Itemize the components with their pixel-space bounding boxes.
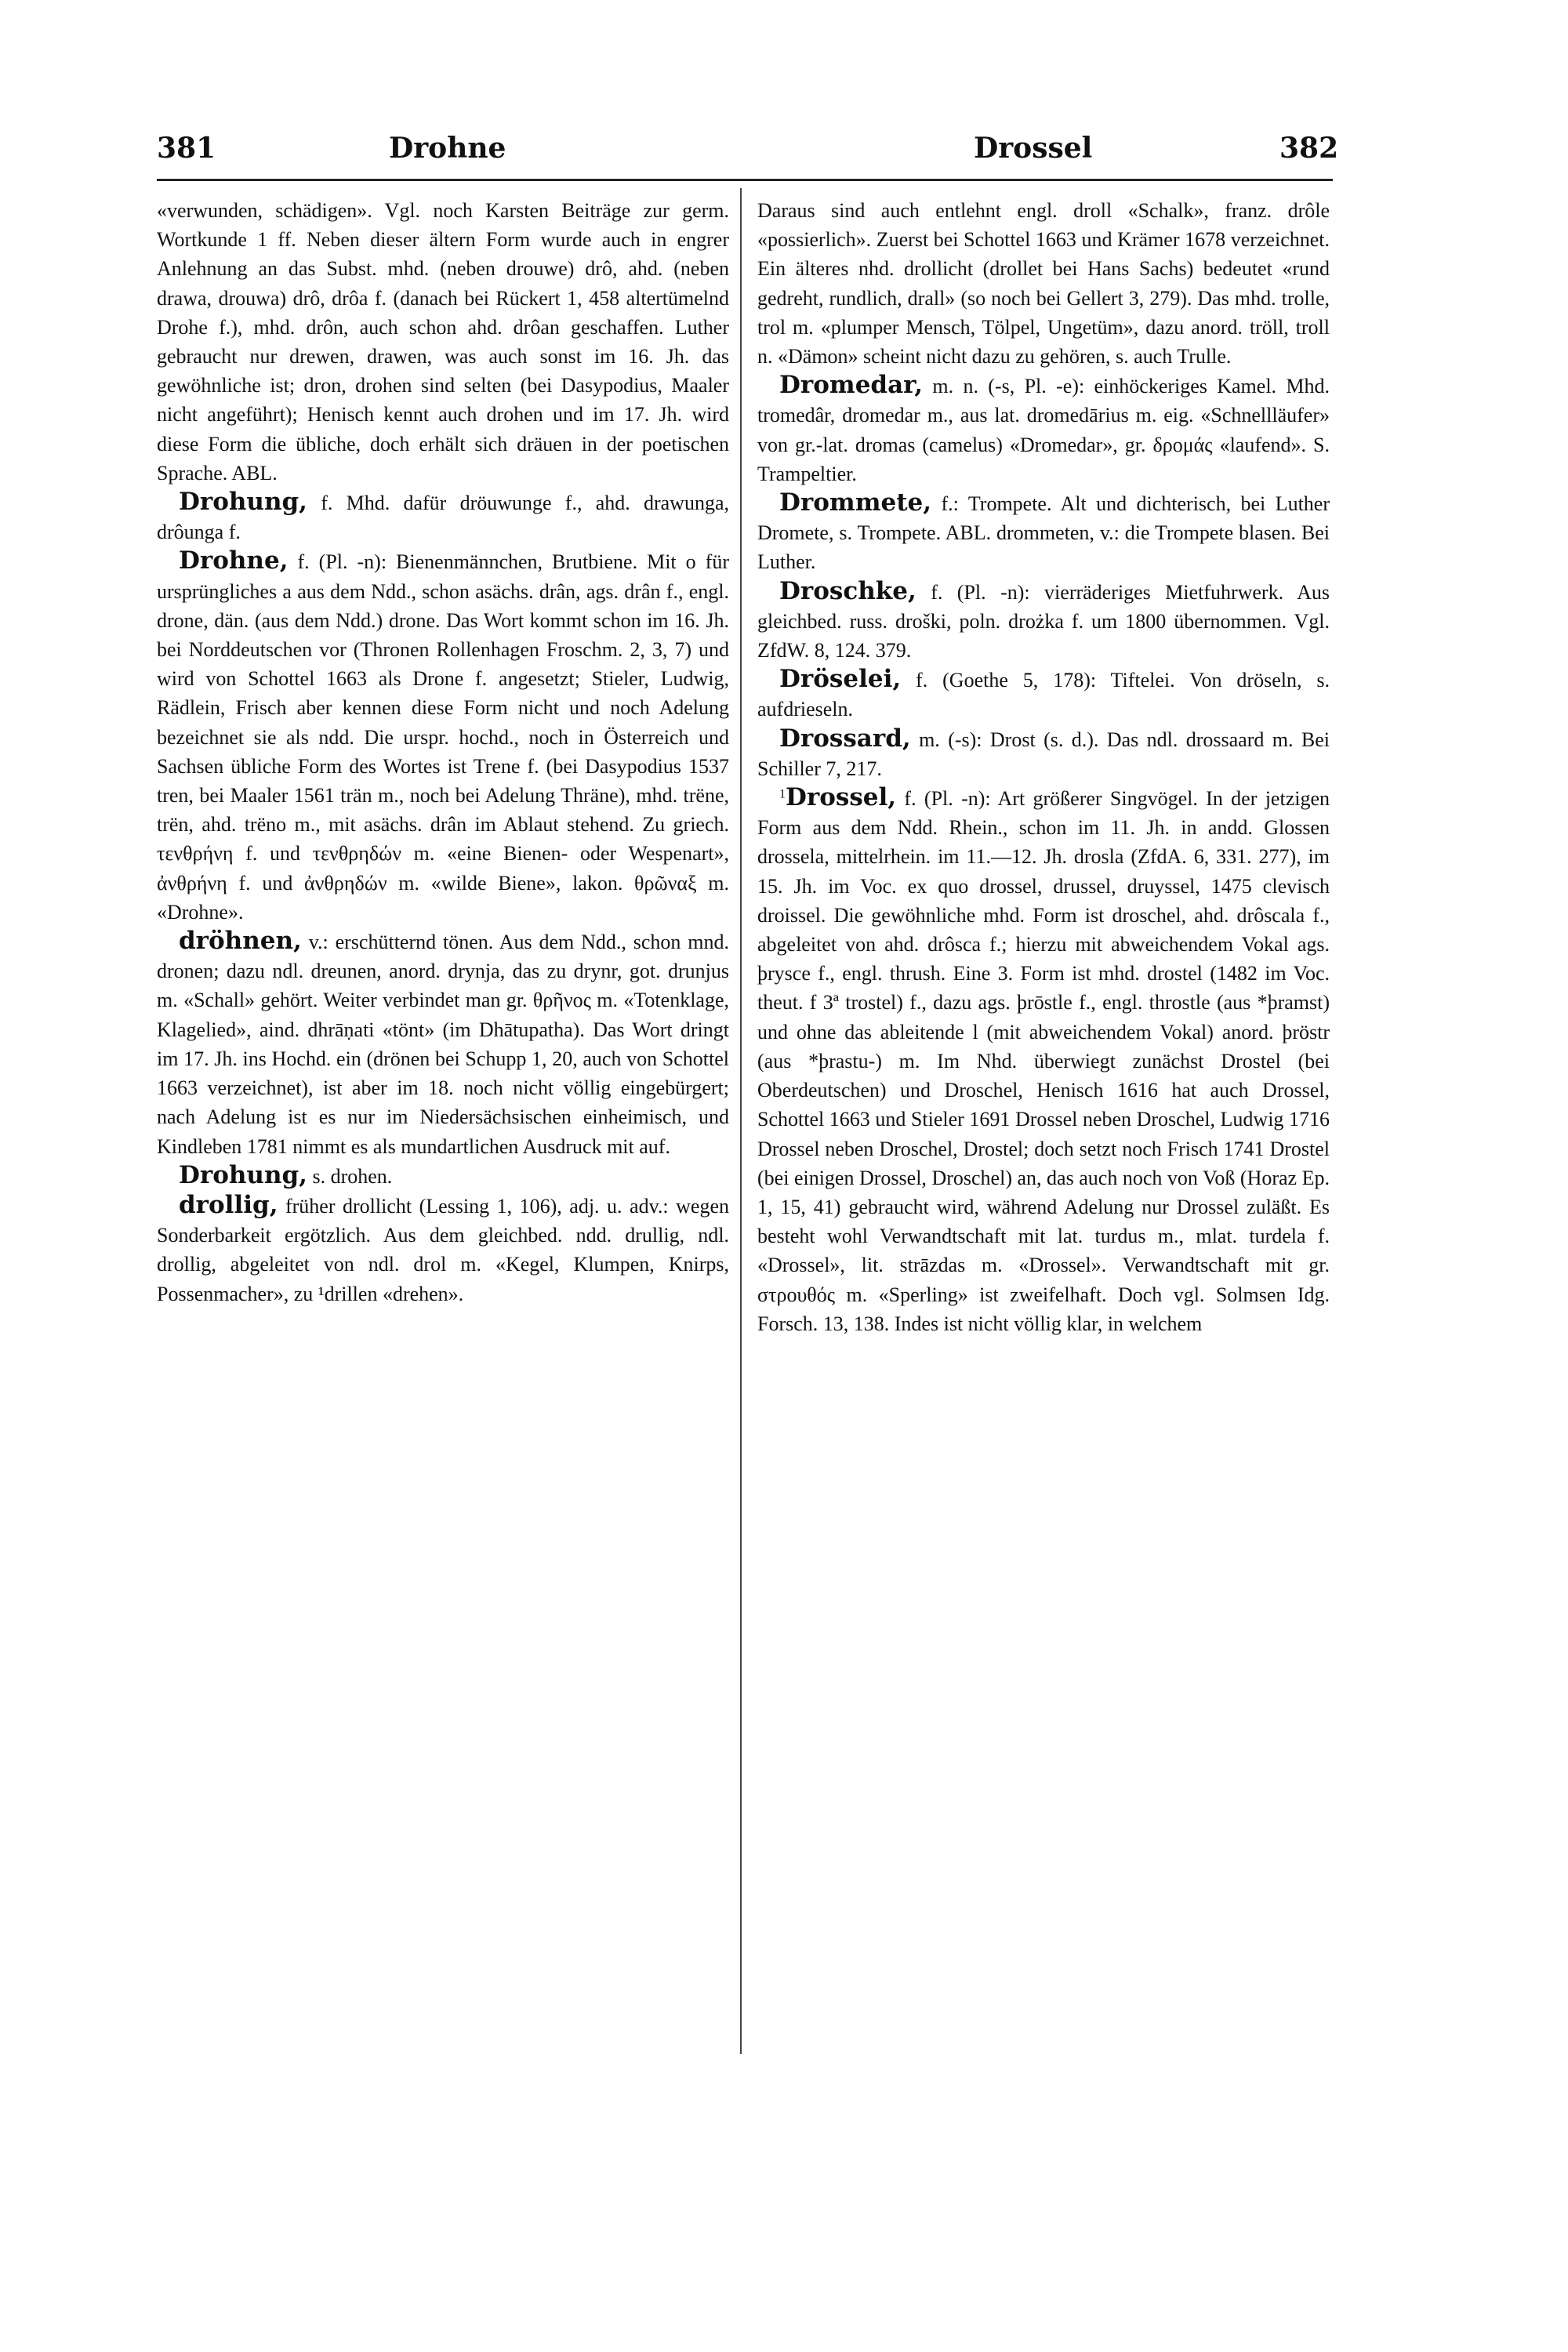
headword: Droschke, <box>779 576 916 605</box>
entry-drommete <box>757 488 1330 577</box>
headword: Drossel, <box>786 783 897 812</box>
entry-drossel <box>757 783 1330 1338</box>
entry-text: f.: Trompete. Alt und dichterisch, bei Luther Dromete, s. Trompete. ABL. drommeten, v.: die Trompete blasen. Bei Luther. <box>757 492 1330 574</box>
entry-text: s. drohen. <box>307 1164 393 1188</box>
entry-text: f. (Pl. -n): Bienenmännchen, Brutbiene. Mit o für ursprüngliches a aus dem Ndd., schon asächs. drân, ags. drân f., engl. drone, dän. (aus dem Ndd.) drone. Das Wort kommt schon im 16. Jh. bei Norddeutschen vor (Thronen Rollenhagen Froschm. 2, 3, 7) und wird von Schottel 1663 als Drone f. angesetzt; Stieler, Ludwig, Rädlein, Frisch aber kennen diese Form nicht und noch Adelung bezeichnet sie als ndd. Die urspr. hochd., noch in Österreich und Sachsen übliche Form des Wortes ist Trene f. (bei Dasypodius 1537 tren, bei Maaler 1561 trän m., noch bei Adelung Thräne), mhd. trëne, trën, ahd. trëno m., mit asächs. drân im Ablaut stehend. Zu griech. τενθρήνη f. und τενθρηδών m. «eine Bienen- oder Wespenart», ἀνθρήνη f. und ἀνθρηδών m. «wilde Biene», lakon. θρῶναξ m. «Drohne». <box>157 550 729 924</box>
entry-text: f. Mhd. dafür dröuwunge f., ahd. drawunga, drôunga f. <box>157 492 729 544</box>
entry-drossard <box>757 724 1330 783</box>
headword: Drohne, <box>179 546 289 575</box>
right-page-number: 382 <box>1279 132 1339 165</box>
left-running-headword: Drohne <box>389 132 506 165</box>
entry-text: f. (Pl. -n): Art größerer Singvögel. In der jetzigen Form aus dem Ndd. Rhein., schon im 11. Jh. in andd. Glossen drossela, mittelrhein. im 11.—12. Jh. drosla (ZfdA. 6, 331. 277), im 15. Jh. im Voc. ex quo drossel, drussel, druyssel, 1475 clevisch droissel. Die gewöhnliche mhd. Form ist droschel, ahd. drôscala f., abgeleitet von ahd. drôsca f.; hierzu mit abweichendem Vokal ags. þrysce f., engl. thrush. Eine 3. Form ist mhd. drostel (1482 im Voc. theut. f 3ª trostel) f., dazu ags. þrōstle f., engl. throstle (aus *þramst) und ohne das ableitende l (mit abweichendem Vokal) anord. þröstr (aus *þrastu-) m. Im Nhd. überwiegt zunächst Drostel (bei Oberdeutschen) und Droschel, Henisch 1616 hat auch Drossel, Schottel 1663 und Stieler 1691 Drossel neben Droschel, Ludwig 1716 Drossel neben Droschel, Drostel; doch setzt noch Frisch 1741 Drostel (bei einigen Drossel, Droschel) an, das auch noch von Voß (Horaz Ep. 1, 15, 41) gebraucht wird, während Adelung nur Drossel zuläßt. Es besteht wohl Verwandtschaft mit lat. turdus m., mlat. turdela f. «Drossel», lit. strāzdas m. «Drossel». Verwandtschaft mit gr. στρουθός m. «Sperling» ist zweifelhaft. Doch vgl. Solmsen Idg. Forsch. 13, 138. Indes ist nicht völlig klar, in welchem <box>757 787 1330 1335</box>
homograph-number: 1 <box>779 787 786 801</box>
headword: Dromedar, <box>779 371 924 400</box>
left-column <box>157 196 729 1308</box>
header-rule <box>157 179 1333 181</box>
entry-continuation: «verwunden, schädigen». Vgl. noch Karsten Beiträge zur germ. Wortkunde 1 ff. Neben dieser ältern Form wurde auch in engrer Anlehnung an das Subst. mhd. (neben drouwe) drô, ahd. (neben drawa, drouwa) drô, drôa f. (danach bei Rückert 1, 458 altertümelnd Drohe f.), mhd. drôn, auch schon ahd. drôan geschaffen. Luther gebraucht nur drewen, drawen, was auch sonst im 16. Jh. das gewöhnliche ist; dron, drohen sind selten (bei Dasypodius, Maaler nicht angeführt); Henisch kennt auch drohen und im 17. Jh. wird diese Form die übliche, doch erhält sich dräuen in der poetischen Sprache. ABL. <box>157 199 729 485</box>
entry-drohung <box>157 488 729 546</box>
entry-text: v.: erschütternd tönen. Aus dem Ndd., schon mnd. dronen; dazu ndl. dreunen, anord. drynja, das zu drynr, got. drunjus m. «Schall» gehört. Weiter verbindet man gr. θρῆνος m. «Totenklage, Klagelied», aind. dhrāṇati «tönt» (im Dhātupatha). Das Wort dringt im 17. Jh. ins Hochd. ein (drönen bei Schupp 1, 20, auch von Schottel 1663 verzeichnet), ist aber im 18. noch nicht völlig eingebürgert; nach Adelung ist es nur im Niedersächsischen einheimisch, und Kindleben 1781 nimmt es als mundartlichen Ausdruck mit auf. <box>157 931 729 1158</box>
left-page-number: 381 <box>157 132 216 165</box>
right-running-headword: Drossel <box>974 132 1093 165</box>
running-head <box>157 132 1339 176</box>
entry-drohung-ref <box>157 1161 729 1191</box>
entry-text: f. (Goethe 5, 178): Tiftelei. Von dröseln, s. aufdrieseln. <box>757 669 1330 721</box>
entry-text: f. (Pl. -n): vierräderiges Mietfuhrwerk. Aus gleichbed. russ. droški, poln. drożka f. um 1800 übernommen. Vgl. ZfdW. 8, 124. 379. <box>757 580 1330 662</box>
column-divider <box>740 188 742 2054</box>
headword: Drommete, <box>779 488 932 517</box>
entry-text: m. n. (-s, Pl. -e): einhöckeriges Kamel. Mhd. tromedâr, dromedar m., aus lat. dromedārius m. eig. «Schnellläufer» von gr.-lat. dromas (camelus) «Dromedar», gr. δρομάς «laufend». S. Trampeltier. <box>757 375 1330 485</box>
headword: Drohung, <box>179 488 307 517</box>
entry-text: früher drollicht (Lessing 1, 106), adj. u. adv.: wegen Sonderbarkeit ergötzlich. Aus dem gleichbed. ndd. drullig, ndl. drollig, abgeleitet von ndl. drol m. «Kegel, Klumpen, Knirps, Possenmacher», zu ¹drillen «drehen». <box>157 1194 729 1305</box>
entry-drollig <box>157 1191 729 1308</box>
entry-droschke <box>757 577 1330 666</box>
headword: Dröselei, <box>779 665 902 694</box>
entry-drohne <box>157 546 729 927</box>
entry-dromedar <box>757 371 1330 488</box>
entry-droeselei <box>757 665 1330 724</box>
entry-droehnen <box>157 927 729 1161</box>
headword: Drohung, <box>179 1160 307 1189</box>
headword: drollig, <box>179 1190 278 1219</box>
right-column <box>757 196 1330 1338</box>
headword: Drossard, <box>779 724 911 753</box>
headword: dröhnen, <box>179 927 302 956</box>
entry-text: m. (-s): Drost (s. d.). Das ndl. drossaard m. Bei Schiller 7, 217. <box>757 728 1330 780</box>
entry-continuation: Daraus sind auch entlehnt engl. droll «Schalk», franz. drôle «possierlich». Zuerst bei Schottel 1663 und Krämer 1678 verzeichnet. Ein älteres nhd. drollicht (drollet bei Hans Sachs) bedeutet «rund gedreht, rundlich, drall» (so noch bei Gellert 3, 279). Das mhd. trolle, trol m. «plumper Mensch, Tölpel, Ungetüm», dazu anord. tröll, troll n. «Dämon» scheint nicht dazu zu gehören, s. auch Trulle. <box>757 199 1330 368</box>
